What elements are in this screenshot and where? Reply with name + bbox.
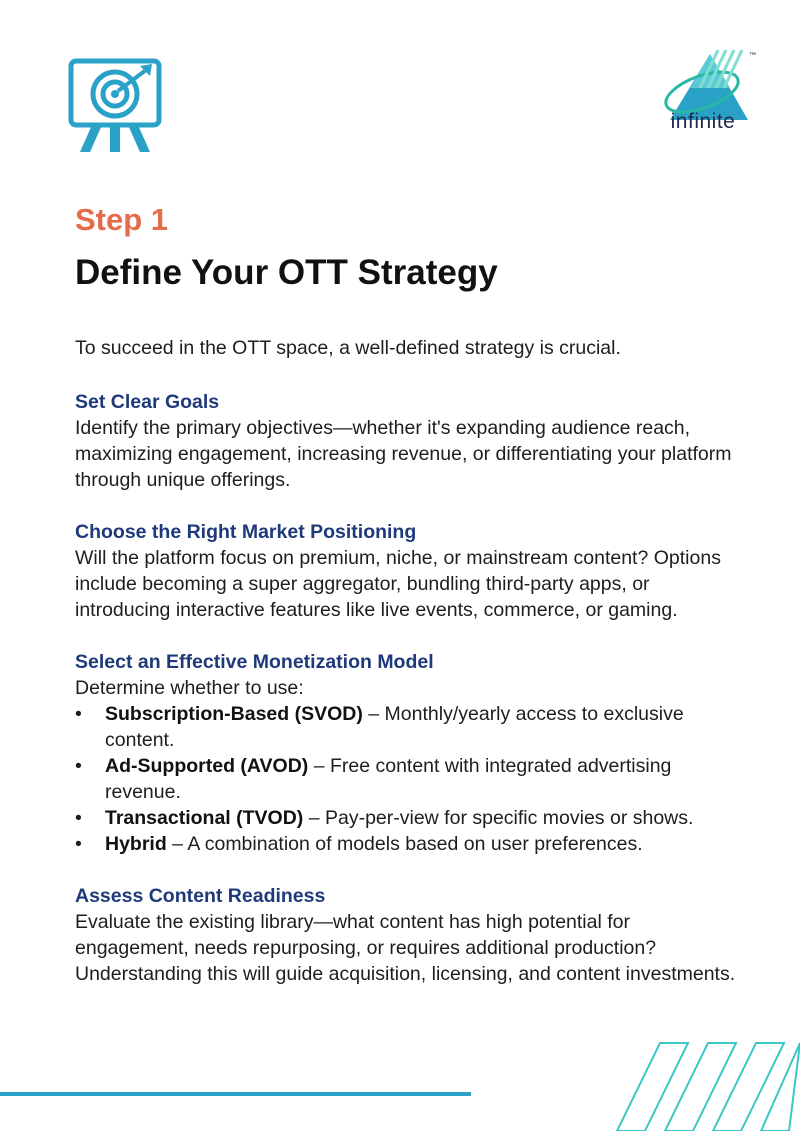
section-body: Evaluate the existing library—what content has high potential for engagement, needs repurposing, or requires additional production? Understanding this will guide acquisition, licensing, and content investments. [75, 911, 736, 985]
model-name: Subscription-Based (SVOD) [105, 703, 363, 725]
footer-divider [0, 1092, 471, 1096]
main-content [75, 335, 745, 1013]
section-heading: Assess Content Readiness [75, 885, 326, 907]
model-name: Transactional (TVOD) [105, 807, 304, 829]
model-description: – A combination of models based on user preferences. [166, 833, 643, 855]
section-monetization [75, 649, 745, 857]
model-name: Ad-Supported (AVOD) [105, 755, 309, 777]
logo-wordmark: infinite [670, 110, 736, 133]
section-heading: Set Clear Goals [75, 391, 220, 413]
intro-text: To succeed in the OTT space, a well-defined strategy is crucial. [75, 337, 621, 359]
model-description: – Monthly/yearly access to exclusive content. [105, 703, 684, 751]
step-label: Step 1 [75, 202, 169, 237]
list-item [75, 701, 745, 753]
section-positioning [75, 519, 745, 623]
section-body: Will the platform focus on premium, niche, or mainstream content? Options include becoming a super aggregator, bundling third-party apps, or introducing interactive features like live events, commerce, or gaming. [75, 547, 721, 621]
model-description: – Free content with integrated advertising revenue. [105, 755, 672, 803]
model-name: Hybrid [105, 833, 167, 855]
model-description: – Pay-per-view for specific movies or shows. [303, 807, 694, 829]
section-heading: Select an Effective Monetization Model [75, 651, 434, 673]
list-item [75, 831, 745, 857]
section-goals [75, 389, 745, 493]
infinite-logo [660, 48, 760, 144]
monetization-list [75, 701, 745, 857]
page-title: Define Your OTT Strategy [75, 253, 498, 292]
section-content-readiness [75, 883, 745, 987]
section-body: Determine whether to use: [75, 677, 304, 699]
section-heading: Choose the Right Market Positioning [75, 521, 417, 543]
logo-trademark: ™ [749, 52, 756, 59]
decorative-stripes [610, 1040, 800, 1131]
section-body: Identify the primary objectives—whether it's expanding audience reach, maximizing engagement, increasing revenue, or differentiating your platform through unique offerings. [75, 417, 732, 491]
list-item [75, 805, 745, 831]
target-strategy-icon [68, 58, 164, 154]
list-item [75, 753, 745, 805]
